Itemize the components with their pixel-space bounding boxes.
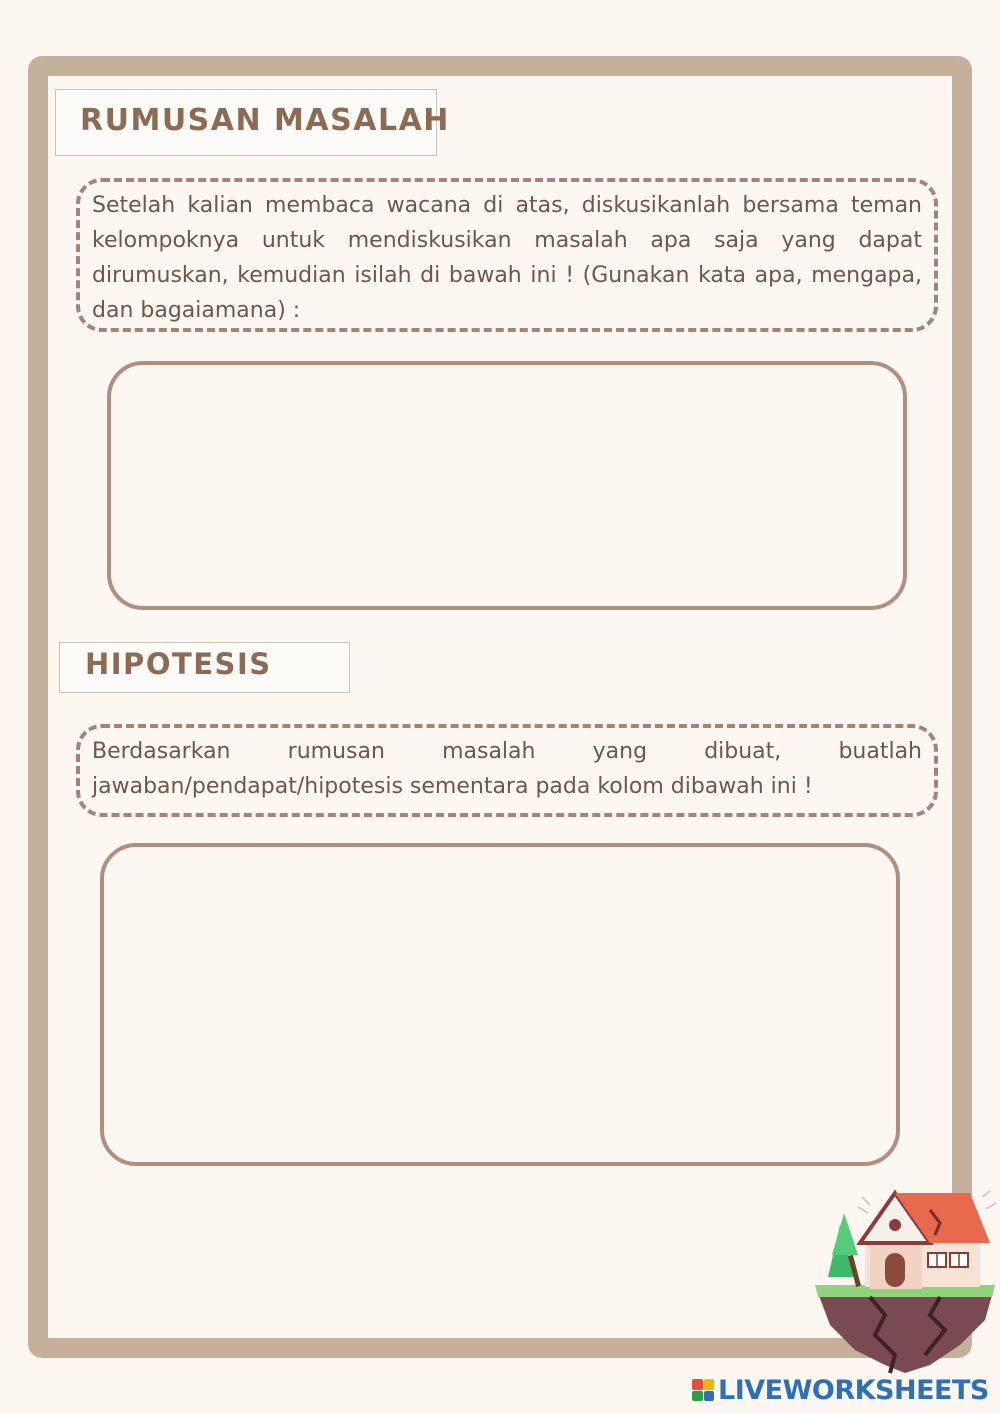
rumusan-heading: RUMUSAN MASALAH	[80, 103, 450, 138]
hipotesis-answer-box[interactable]	[100, 843, 900, 1166]
rumusan-answer-box[interactable]	[107, 361, 907, 610]
hipotesis-heading: HIPOTESIS	[85, 647, 272, 681]
hipotesis-instruction: Berdasarkan rumusan masalah yang dibuat, buatlah jawaban/pendapat/hipotesis sementara pada kolom dibawah ini !	[76, 724, 938, 817]
earthquake-house-icon	[810, 1185, 1000, 1375]
liveworksheets-text: LIVEWORKSHEETS	[718, 1374, 989, 1406]
liveworksheets-branding	[692, 1374, 989, 1406]
rumusan-instruction: Setelah kalian membaca wacana di atas, diskusikanlah bersama teman kelompoknya untuk mendiskusikan masalah apa saja yang dapat dirumuskan, kemudian isilah di bawah ini ! (Gunakan kata apa, mengapa, dan bagaiamana) :	[76, 178, 938, 332]
liveworksheets-logo-icon	[692, 1379, 714, 1401]
